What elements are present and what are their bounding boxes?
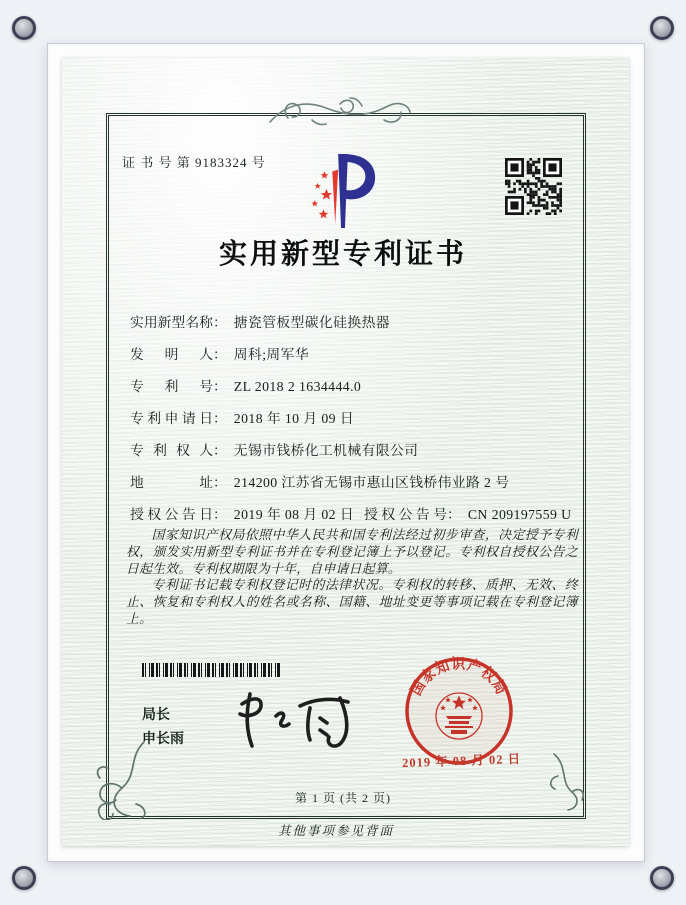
commissioner-name: 申长雨 bbox=[142, 730, 184, 746]
ornament-top-icon bbox=[266, 94, 414, 138]
seal-date: 2019 年 08 月 02 日 bbox=[401, 751, 522, 771]
cnipa-patent-logo-icon bbox=[306, 150, 380, 232]
legal-text bbox=[126, 527, 578, 628]
patent-fields bbox=[130, 311, 570, 535]
field-row-name: 实 用 新 型 名 称 ： 搪瓷管板型碳化硅换热器 bbox=[130, 311, 570, 331]
field-label: 实 用 新 型 名 称 bbox=[130, 315, 213, 330]
page-number: 第 1 页 (共 2 页) bbox=[295, 791, 391, 805]
screw-bottom-left-icon bbox=[12, 866, 36, 890]
grant-date-value: 2019 年 08 月 02 日 bbox=[233, 507, 355, 522]
field-value: 214200 江苏省无锡市惠山区钱桥伟业路 2 号 bbox=[233, 475, 510, 490]
barcode bbox=[142, 663, 280, 677]
ornament-bottom-left-icon bbox=[80, 738, 158, 820]
grant-no-value: CN 209197559 U bbox=[467, 507, 572, 522]
back-side-note: 其他事项参见背面 bbox=[277, 824, 394, 838]
field-label: 地 址 bbox=[130, 475, 213, 490]
certificate-number: 证 书 号 第 9183324 号 bbox=[122, 155, 266, 170]
grant-date-label: 授 权 公 告 日 bbox=[130, 507, 213, 522]
field-value: 周科;周军华 bbox=[233, 347, 310, 362]
field-value: 搪瓷管板型碳化硅换热器 bbox=[233, 315, 390, 330]
field-row-patent-no: 专 利 号 ： ZL 2018 2 1634444.0 bbox=[130, 375, 570, 395]
field-label: 专 利 申 请 日 bbox=[130, 411, 213, 426]
field-label: 专 利 权 人 bbox=[130, 443, 213, 458]
field-row-grant: 授 权 公 告 日 ： 2019 年 08 月 02 日 授 权 公 告 号 ： CN 209197559 U bbox=[130, 503, 570, 523]
field-row-inventor: 发 明 人 ： 周科;周军华 bbox=[130, 343, 570, 363]
field-row-filing-date: 专 利 申 请 日 ： 2018 年 10 月 09 日 bbox=[130, 407, 570, 427]
commissioner-title: 局长 bbox=[142, 706, 170, 722]
screw-top-left-icon bbox=[12, 16, 36, 40]
field-row-patentee: 专 利 权 人 ： 无锡市钱桥化工机械有限公司 bbox=[130, 439, 570, 459]
grant-no-label: 授 权 公 告 号 bbox=[364, 507, 448, 522]
legal-paragraph-2: 专利证书记载专利权登记时的法律状况。专利权的转移、质押、无效、终止、恢复和专利权人的姓名或名称、国籍、地址变更等事项记载在专利登记簿上。 bbox=[126, 578, 578, 626]
field-value: ZL 2018 2 1634444.0 bbox=[233, 379, 362, 394]
screw-top-right-icon bbox=[650, 16, 674, 40]
field-value: 无锡市钱桥化工机械有限公司 bbox=[233, 443, 419, 458]
field-value: 2018 年 10 月 09 日 bbox=[233, 411, 355, 426]
certificate-title: 实用新型专利证书 bbox=[218, 239, 467, 270]
screw-bottom-right-icon bbox=[650, 866, 674, 890]
field-row-address: 地 址 ： 214200 江苏省无锡市惠山区钱桥伟业路 2 号 bbox=[130, 471, 570, 491]
qr-code bbox=[505, 158, 562, 215]
seal-ring-text: 国家知识产权局 bbox=[408, 656, 511, 700]
field-label: 专 利 号 bbox=[130, 379, 213, 394]
legal-paragraph-1: 国家知识产权局依照中华人民共和国专利法经过初步审查，决定授予专利权，颁发实用新型专利证书并在专利登记簿上予以登记。专利权自授权公告之日起生效。专利权期限为十年，自申请日起算。 bbox=[126, 528, 578, 576]
commissioner-signature-icon bbox=[228, 690, 363, 752]
field-label: 发 明 人 bbox=[130, 347, 213, 362]
